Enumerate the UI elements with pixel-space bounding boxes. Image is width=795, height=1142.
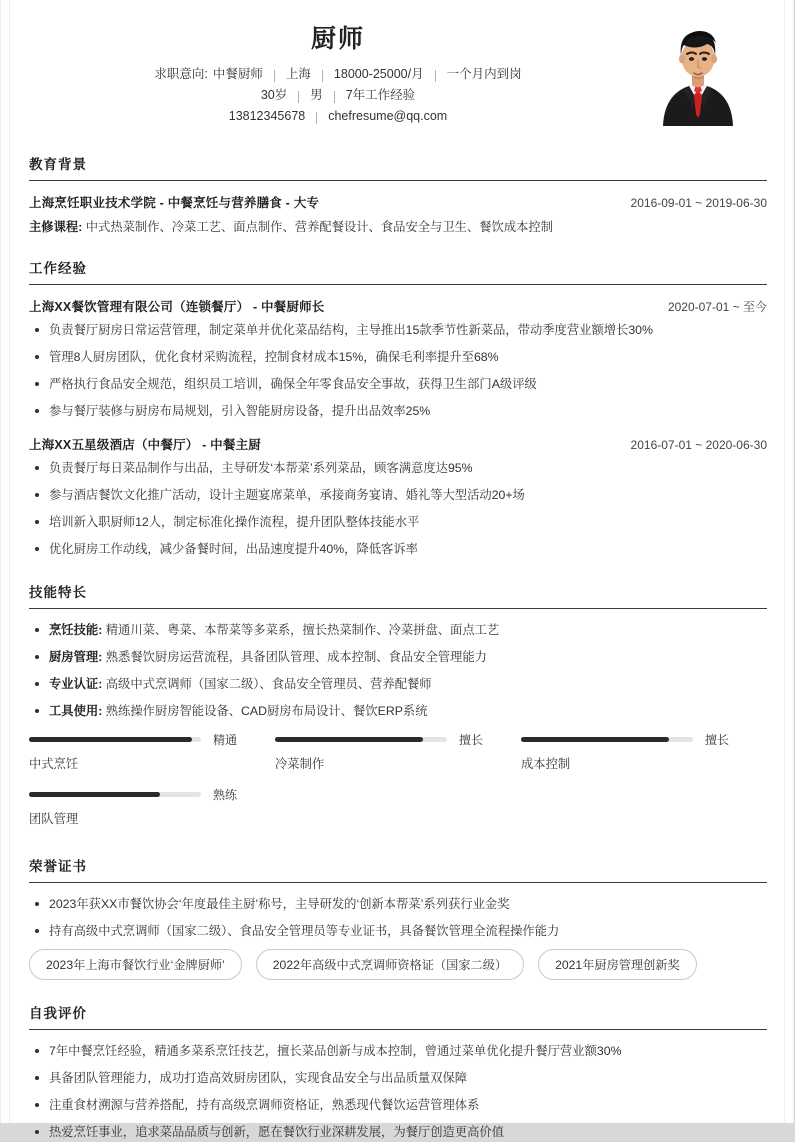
section-honors: [29, 841, 767, 988]
skill-text: 熟悉餐饮厨房运营流程，具备团队管理、成本控制、食品安全管理能力: [105, 650, 487, 664]
list-item: 参与酒店餐饮文化推广活动，设计主题宴席菜单，承接商务宴请、婚礼等大型活动20+场: [29, 486, 767, 505]
list-item: 热爱烹饪事业，追求菜品品质与创新，愿在餐饮行业深耕发展，为餐厅创造更高价值: [29, 1123, 767, 1142]
personal-age: 30岁: [260, 88, 288, 102]
work-entry: [29, 297, 767, 421]
list-item: 2023年获XX市餐饮协会‘年度最佳主厨’称号，主导研发的‘创新本帮菜’系列获行业金奖: [29, 895, 767, 914]
list-item: 负责餐厅厨房日常运营管理，制定菜单并优化菜品结构，主导推出15款季节性新菜品，带动季度营业额增长30%: [29, 321, 767, 340]
skill-bar-fill: [29, 737, 192, 742]
section-title-summary: 自我评价: [29, 1002, 767, 1030]
contact-email[interactable]: chefresume@qq.com: [328, 109, 448, 123]
skill-bar-item: [275, 731, 521, 772]
skill-bar-item: [29, 786, 275, 827]
list-item: 负责餐厅每日菜品制作与出品，主导研发‘本帮菜’系列菜品，顾客满意度达95%: [29, 459, 767, 478]
skill-bar-row: [521, 731, 745, 748]
resume-header: [29, 0, 767, 139]
work-bullet-list: [29, 459, 767, 559]
honor-tag-group: [29, 949, 767, 988]
skill-bar-group: [29, 731, 767, 841]
skill-text: 高级中式烹调师（国家二级）、食品安全管理员、营养配餐师: [105, 677, 432, 691]
skill-bar-level: 熟练: [213, 788, 238, 802]
education-courses: [29, 217, 767, 237]
list-item: 优化厨房工作动线，减少备餐时间，出品速度提升40%，降低客诉率: [29, 540, 767, 559]
list-item: [29, 621, 767, 640]
avatar-illustration-icon: [651, 14, 745, 126]
list-item: [29, 675, 767, 694]
job-intent-salary: 18000-25000/月: [333, 67, 424, 81]
skill-bar-fill: [29, 792, 160, 797]
section-title-honors: 荣誉证书: [29, 855, 767, 883]
skill-label: 专业认证:: [49, 677, 103, 691]
separator-icon: [274, 70, 275, 82]
personal-gender: 男: [310, 88, 323, 102]
avatar: [651, 14, 745, 126]
skills-bullet-list: [29, 621, 767, 721]
skill-bar-level: 擅长: [704, 733, 729, 747]
separator-icon: [334, 91, 335, 103]
skill-bar-fill: [521, 737, 669, 742]
work-company-title: 上海XX五星级酒店（中餐厅） - 中餐主厨: [29, 438, 261, 452]
skill-label: 烹饪技能:: [49, 623, 103, 637]
personal-experience: 7年工作经验: [345, 88, 416, 102]
work-date: 2020-07-01 ~ 至今: [667, 300, 767, 314]
list-item: 严格执行食品安全规范，组织员工培训，确保全年零食品安全事故，获得卫生部门A级评级: [29, 375, 767, 394]
skill-bar-level: 擅长: [458, 733, 483, 747]
job-intent-line: [29, 64, 647, 85]
section-education: [29, 139, 767, 237]
skill-bar-item: [521, 731, 767, 772]
skill-bar-level: 精通: [213, 733, 238, 747]
list-item: 注重食材溯源与营养搭配，持有高级烹调师资格证，熟悉现代餐饮运营管理体系: [29, 1096, 767, 1115]
list-item: [29, 648, 767, 667]
section-skills: [29, 567, 767, 841]
list-item: 培训新入职厨师12人，制定标准化操作流程，提升团队整体技能水平: [29, 513, 767, 532]
honor-tag[interactable]: 2022年高级中式烹调师资格证（国家二级）: [256, 949, 524, 980]
separator-icon: [322, 70, 323, 82]
skill-bar-item: [29, 731, 275, 772]
skill-bar-row: [29, 731, 253, 748]
education-date: 2016-09-01 ~ 2019-06-30: [630, 196, 767, 210]
work-entry-head: [29, 297, 767, 315]
list-item: 具备团队管理能力，成功打造高效厨房团队，实现食品安全与出品质量双保障: [29, 1069, 767, 1088]
section-title-skills: 技能特长: [29, 581, 767, 609]
skill-bar-track: [29, 792, 201, 797]
skill-label: 工具使用:: [49, 704, 103, 718]
skill-bar-track: [521, 737, 693, 742]
section-summary: [29, 988, 767, 1142]
skill-bar-name: 团队管理: [29, 812, 79, 826]
honor-tag[interactable]: 2023年上海市餐饮行业‘金牌厨师’: [29, 949, 242, 980]
contact-line: [29, 106, 647, 127]
skill-label: 厨房管理:: [49, 650, 103, 664]
list-item: 参与餐厅装修与厨房布局规划，引入智能厨房设备，提升出品效率25%: [29, 402, 767, 421]
job-intent-position: 中餐厨师: [212, 67, 263, 81]
honors-bullet-list: [29, 895, 767, 941]
education-school-title: 上海烹饪职业技术学院 - 中餐烹饪与营养膳食 - 大专: [29, 196, 320, 210]
separator-icon: [316, 112, 317, 124]
contact-phone[interactable]: 13812345678: [228, 109, 306, 123]
skill-text: 熟练操作厨房智能设备、CAD厨房布局设计、餐饮ERP系统: [105, 704, 428, 718]
education-courses-label: 主修课程:: [29, 220, 83, 234]
work-bullet-list: [29, 321, 767, 421]
separator-icon: [298, 91, 299, 103]
skill-bar-row: [29, 786, 253, 803]
education-entry: [29, 193, 767, 237]
list-item: 7年中餐烹饪经验，精通多菜系烹饪技艺，擅长菜品创新与成本控制，曾通过菜单优化提升餐厅营业额30%: [29, 1042, 767, 1061]
skill-bar-track: [275, 737, 447, 742]
skill-bar-fill: [275, 737, 423, 742]
personal-info-line: [29, 85, 647, 106]
list-item: [29, 702, 767, 721]
skill-bar-track: [29, 737, 201, 742]
page-title: 厨师: [310, 25, 365, 53]
list-item: 管理8人厨房团队，优化食材采购流程，控制食材成本15%，确保毛利率提升至68%: [29, 348, 767, 367]
work-entry: [29, 435, 767, 559]
job-intent-label: 求职意向:: [154, 67, 208, 81]
separator-icon: [435, 70, 436, 82]
skill-bar-name: 成本控制: [520, 757, 571, 771]
skill-text: 精通川菜、粤菜、本帮菜等多菜系，擅长热菜制作、冷菜拼盘、面点工艺: [105, 623, 500, 637]
skill-bar-name: 冷菜制作: [274, 757, 325, 771]
work-date: 2016-07-01 ~ 2020-06-30: [630, 438, 767, 452]
skill-bar-name: 中式烹饪: [29, 757, 79, 771]
list-item: 持有高级中式烹调师（国家二级）、食品安全管理员等专业证书，具备餐饮管理全流程操作能力: [29, 922, 767, 941]
work-company-title: 上海XX餐饮管理有限公司（连锁餐厅） - 中餐厨师长: [29, 300, 325, 314]
honor-tag[interactable]: 2021年厨房管理创新奖: [538, 949, 697, 980]
work-entry-head: [29, 435, 767, 453]
summary-bullet-list: [29, 1042, 767, 1142]
resume-inner: [1, 0, 795, 1142]
education-entry-head: [29, 193, 767, 211]
section-title-education: 教育背景: [29, 153, 767, 181]
job-intent-city: 上海: [285, 67, 311, 81]
section-title-work: 工作经验: [29, 257, 767, 285]
skill-bar-row: [275, 731, 499, 748]
education-courses-text: 中式热菜制作、冷菜工艺、面点制作、营养配餐设计、食品安全与卫生、餐饮成本控制: [85, 220, 554, 234]
job-intent-availability: 一个月内到岗: [446, 67, 522, 81]
section-work: [29, 243, 767, 559]
